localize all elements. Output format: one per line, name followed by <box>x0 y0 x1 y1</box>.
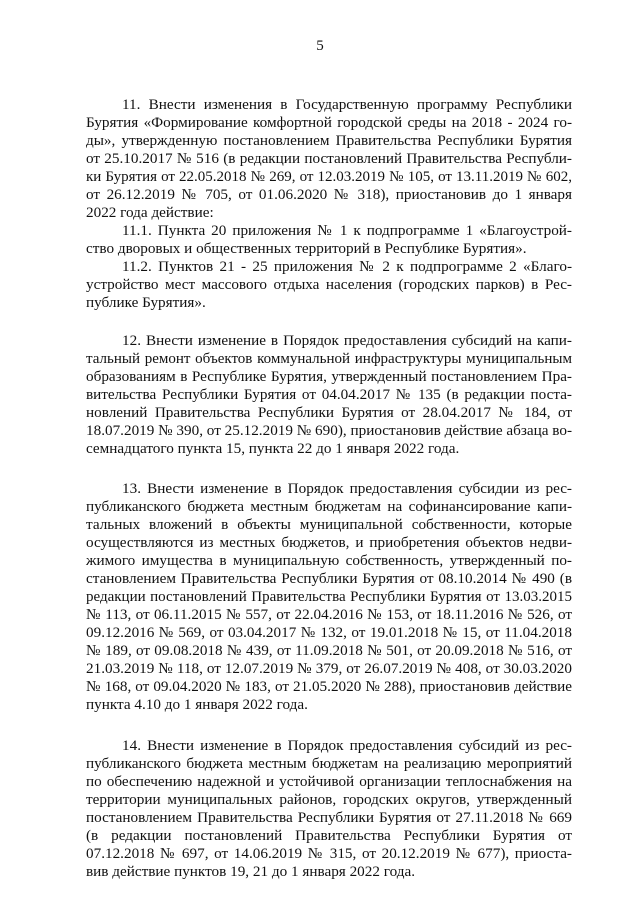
text-line: ки Бурятия от 22.05.2018 № 269, от 12.03.2019 № 105, от 13.11.2019 № 602, <box>86 169 572 185</box>
text-line: публиканского бюджета местным бюджетам на софинансирование капи- <box>86 498 572 515</box>
text-line: № 189, от 09.08.2018 № 439, от 11.09.2018 № 501, от 20.09.2018 № 516, от <box>86 642 572 659</box>
text-line: 13. Внести изменение в Порядок предоставления субсидии из рес- <box>122 480 572 497</box>
text-line: вив действие пунктов 19, 21 до 1 января 2022 года. <box>86 863 416 880</box>
text-line: от 25.10.2017 № 516 (в редакции постановлений Правительства Республи- <box>86 150 572 167</box>
text-line: № 168, от 09.04.2020 № 183, от 21.05.2020 № 288), приостановив действие <box>86 678 572 695</box>
text-line: тальных вложений в объекты муниципальной собственности, которые <box>86 516 572 533</box>
text-line: семнадцатого пункта 15, пункта 22 до 1 января 2022 года. <box>86 440 460 457</box>
text-line: 18.07.2019 № 390, от 25.12.2019 № 690), приостановив действие абзаца во- <box>86 422 573 439</box>
text-line: редакции постановлений Правительства Республики Бурятия от 13.03.2015 <box>86 589 572 605</box>
text-line: 2022 года действие: <box>86 204 214 221</box>
text-line: Бурятия «Формирование комфортной городской среды на 2018 - 2024 го- <box>86 114 572 131</box>
text-line: по обеспечению надежной и устойчивой организации теплоснабжения на <box>86 773 572 790</box>
text-line: ство дворовых и общественных территорий в Республике Бурятия». <box>86 240 527 257</box>
text-line: 21.03.2019 № 118, от 12.07.2019 № 379, от 26.07.2019 № 408, от 30.03.2020 <box>86 660 572 677</box>
text-line: 11.1. Пункта 20 приложения № 1 к подпрограмме 1 «Благоустрой- <box>122 222 572 239</box>
text-line: устройство мест массового отдыха населения (городских парков) в Рес- <box>86 276 572 293</box>
text-line: становлением Правительства Республики Бурятия от 08.10.2014 № 490 (в <box>86 570 572 587</box>
text-line: 11. Внести изменения в Государственную программу Республики <box>122 96 572 113</box>
text-line: 07.12.2018 № 697, от 14.06.2019 № 315, от 20.12.2019 № 677), приоста- <box>86 845 572 862</box>
text-line: № 113, от 06.11.2015 № 557, от 22.04.2016 № 153, от 18.11.2016 № 526, от <box>86 606 572 623</box>
text-line: вительства Республики Бурятия от 04.04.2017 № 135 (в редакции поста- <box>86 386 572 403</box>
text-line: публиканского бюджета местным бюджетам на реализацию мероприятий <box>86 755 572 772</box>
text-line: новлений Правительства Республики Бурятия от 28.04.2017 № 184, от <box>86 404 572 421</box>
page-number: 5 <box>316 38 324 54</box>
text-line: публике Бурятия». <box>86 294 206 311</box>
text-line: 14. Внести изменение в Порядок предоставления субсидий из рес- <box>122 737 572 754</box>
text-line: 12. Внести изменение в Порядок предоставления субсидий на капи- <box>122 332 572 349</box>
text-line: осуществляются из местных бюджетов, и приобретения объектов недви- <box>86 534 572 551</box>
text-line: пункта 4.10 до 1 января 2022 года. <box>86 696 308 713</box>
text-line: от 26.12.2019 № 705, от 01.06.2020 № 318), приостановив до 1 января <box>86 186 572 203</box>
text-line: 09.12.2016 № 569, от 03.04.2017 № 132, от 19.01.2018 № 15, от 11.04.2018 <box>86 624 572 641</box>
text-line: жимого имущества в муниципальную собственность, утвержденный по- <box>86 552 572 569</box>
text-line: постановлением Правительства Республики Бурятия от 27.11.2018 № 669 <box>86 809 572 826</box>
text-line: образованиям в Республике Бурятия, утвержденный постановлением Пра- <box>86 368 572 385</box>
text-line: 11.2. Пунктов 21 - 25 приложения № 2 к подпрограмме 2 «Благо- <box>122 258 572 275</box>
text-line: тальный ремонт объектов коммунальной инфраструктуры муниципальным <box>86 351 572 367</box>
text-line: (в редакции постановлений Правительства Республики Бурятия от <box>86 827 572 844</box>
text-line: ды», утвержденную постановлением Правительства Республики Бурятия <box>86 132 572 149</box>
text-line: территории муниципальных районов, городских округов, утвержденный <box>86 791 572 808</box>
